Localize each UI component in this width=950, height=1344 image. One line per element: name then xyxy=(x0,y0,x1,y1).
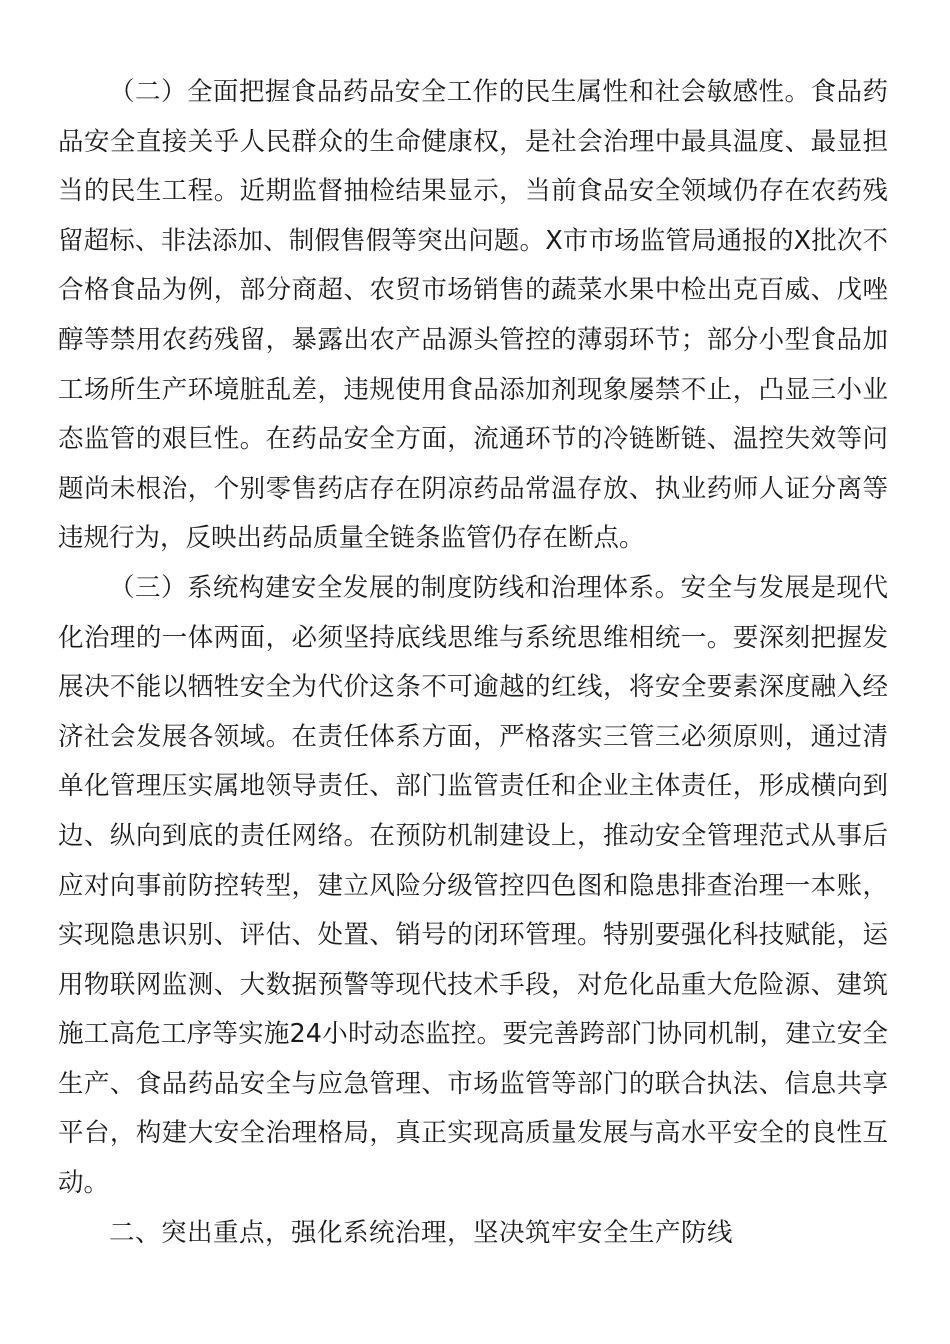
section-heading: 二、突出重点，强化系统治理，坚决筑牢安全生产防线 xyxy=(109,1217,734,1248)
paragraph-safety-system: （三）系统构建安全发展的制度防线和治理体系。安全与发展是现代化治理的一体两面，必须坚持底线思维与系统思维相统一。要深刻把握发展决不能以牺牲安全为代价这条不可逾越的红线，将安全要素深度融入经济社会发展各领域。在责任体系方面，严格落实三管三必须原则，通过清单化管理压实属地领导责任、部门监管责任和企业主体责任，形成横向到边、纵向到底的责任网络。在预防机制建设上，推动安全管理范式从事后应对向事前防控转型，建立风险分级管控四色图和隐患排查治理一本账，实现隐患识别、评估、处置、销号的闭环管理。特别要强化科技赋能，运用物联网监测、大数据预警等现代技术手段，对危化品重大危险源、建筑施工高危工序等实施24小时动态监控。要完善跨部门协同机制，建立安全生产、食品药品安全与应急管理、市场监管等部门的联合执法、信息共享平台，构建大安全治理格局，真正实现高质量发展与高水平安全的良性互动。 xyxy=(58,572,888,1199)
document-body xyxy=(58,68,888,1258)
paragraph-food-drug-safety: （二）全面把握食品药品安全工作的民生属性和社会敏感性。食品药品安全直接关乎人民群众的生命健康权，是社会治理中最具温度、最显担当的民生工程。近期监督抽检结果显示，当前食品安全领域仍存在农药残留超标、非法添加、制假售假等突出问题。X市市场监管局通报的X批次不合格食品为例，部分商超、农贸市场销售的蔬菜水果中检出克百威、戊唑醇等禁用农药残留，暴露出农产品源头管控的薄弱环节；部分小型食品加工场所生产环境脏乱差，违规使用食品添加剂现象屡禁不止，凸显三小业态监管的艰巨性。在药品安全方面，流通环节的冷链断链、温控失效等问题尚未根治，个别零售药店存在阴凉药品常温存放、执业药师人证分离等违规行为，反映出药品质量全链条监管仍存在断点。 xyxy=(58,77,888,554)
